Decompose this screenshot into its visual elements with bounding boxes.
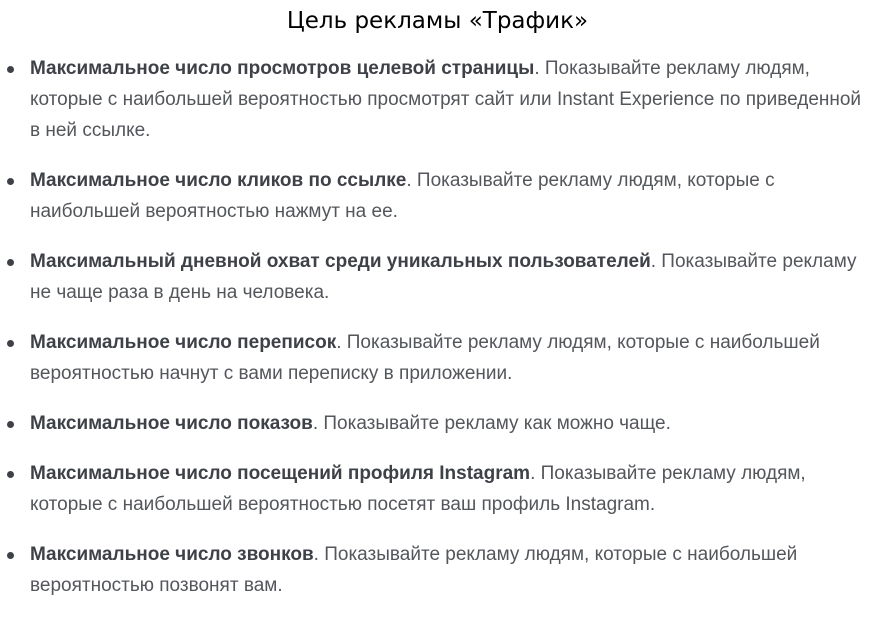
- bullet-icon: [7, 340, 14, 347]
- list-item-title: Максимальный дневной охват среди уникальных пользователей: [30, 251, 651, 272]
- list-item: [0, 408, 875, 439]
- list-item-title: Максимальное число кликов по ссылке: [30, 170, 407, 191]
- list-item-description: . Показывайте рекламу не чаще раза в день на человека.: [30, 251, 857, 303]
- bullet-icon: [7, 178, 14, 185]
- bullet-icon: [7, 421, 14, 428]
- list-item: [0, 539, 875, 601]
- list-item: [0, 165, 875, 227]
- list-item: [0, 246, 875, 308]
- list-item-title: Максимальное число звонков: [30, 544, 314, 565]
- list-item-description: . Показывайте рекламу людям, которые с наибольшей вероятностью начнут с вами переписку в приложении.: [30, 332, 820, 384]
- list-item: [0, 53, 875, 146]
- optimization-goals-list: [0, 53, 875, 620]
- list-item-description: . Показывайте рекламу людям, которые с наибольшей вероятностью позвонят вам.: [30, 544, 798, 596]
- page-title: Цель рекламы «Трафик»: [286, 8, 589, 34]
- bullet-icon: [7, 259, 14, 266]
- list-item-description: . Показывайте рекламу людям, которые с наибольшей вероятностью посетят ваш профиль Instagram.: [30, 463, 806, 515]
- list-item-description: . Показывайте рекламу людям, которые с наибольшей вероятностью нажмут на ее.: [30, 170, 775, 222]
- list-item-title: Максимальное число просмотров целевой страницы: [30, 58, 535, 79]
- list-item: [0, 327, 875, 389]
- list-item-description: . Показывайте рекламу как можно чаще.: [312, 413, 671, 434]
- list-item: [0, 458, 875, 520]
- list-item-description: . Показывайте рекламу людям, которые с наибольшей вероятностью просмотрят сайт или Instant Experience по приведенной в ней ссылке.: [30, 58, 862, 141]
- bullet-icon: [7, 471, 14, 478]
- bullet-icon: [7, 66, 14, 73]
- bullet-icon: [7, 552, 14, 559]
- list-item-title: Максимальное число показов: [30, 413, 313, 434]
- list-item-title: Максимальное число посещений профиля Instagram: [30, 463, 531, 484]
- list-item-title: Максимальное число переписок: [30, 332, 337, 353]
